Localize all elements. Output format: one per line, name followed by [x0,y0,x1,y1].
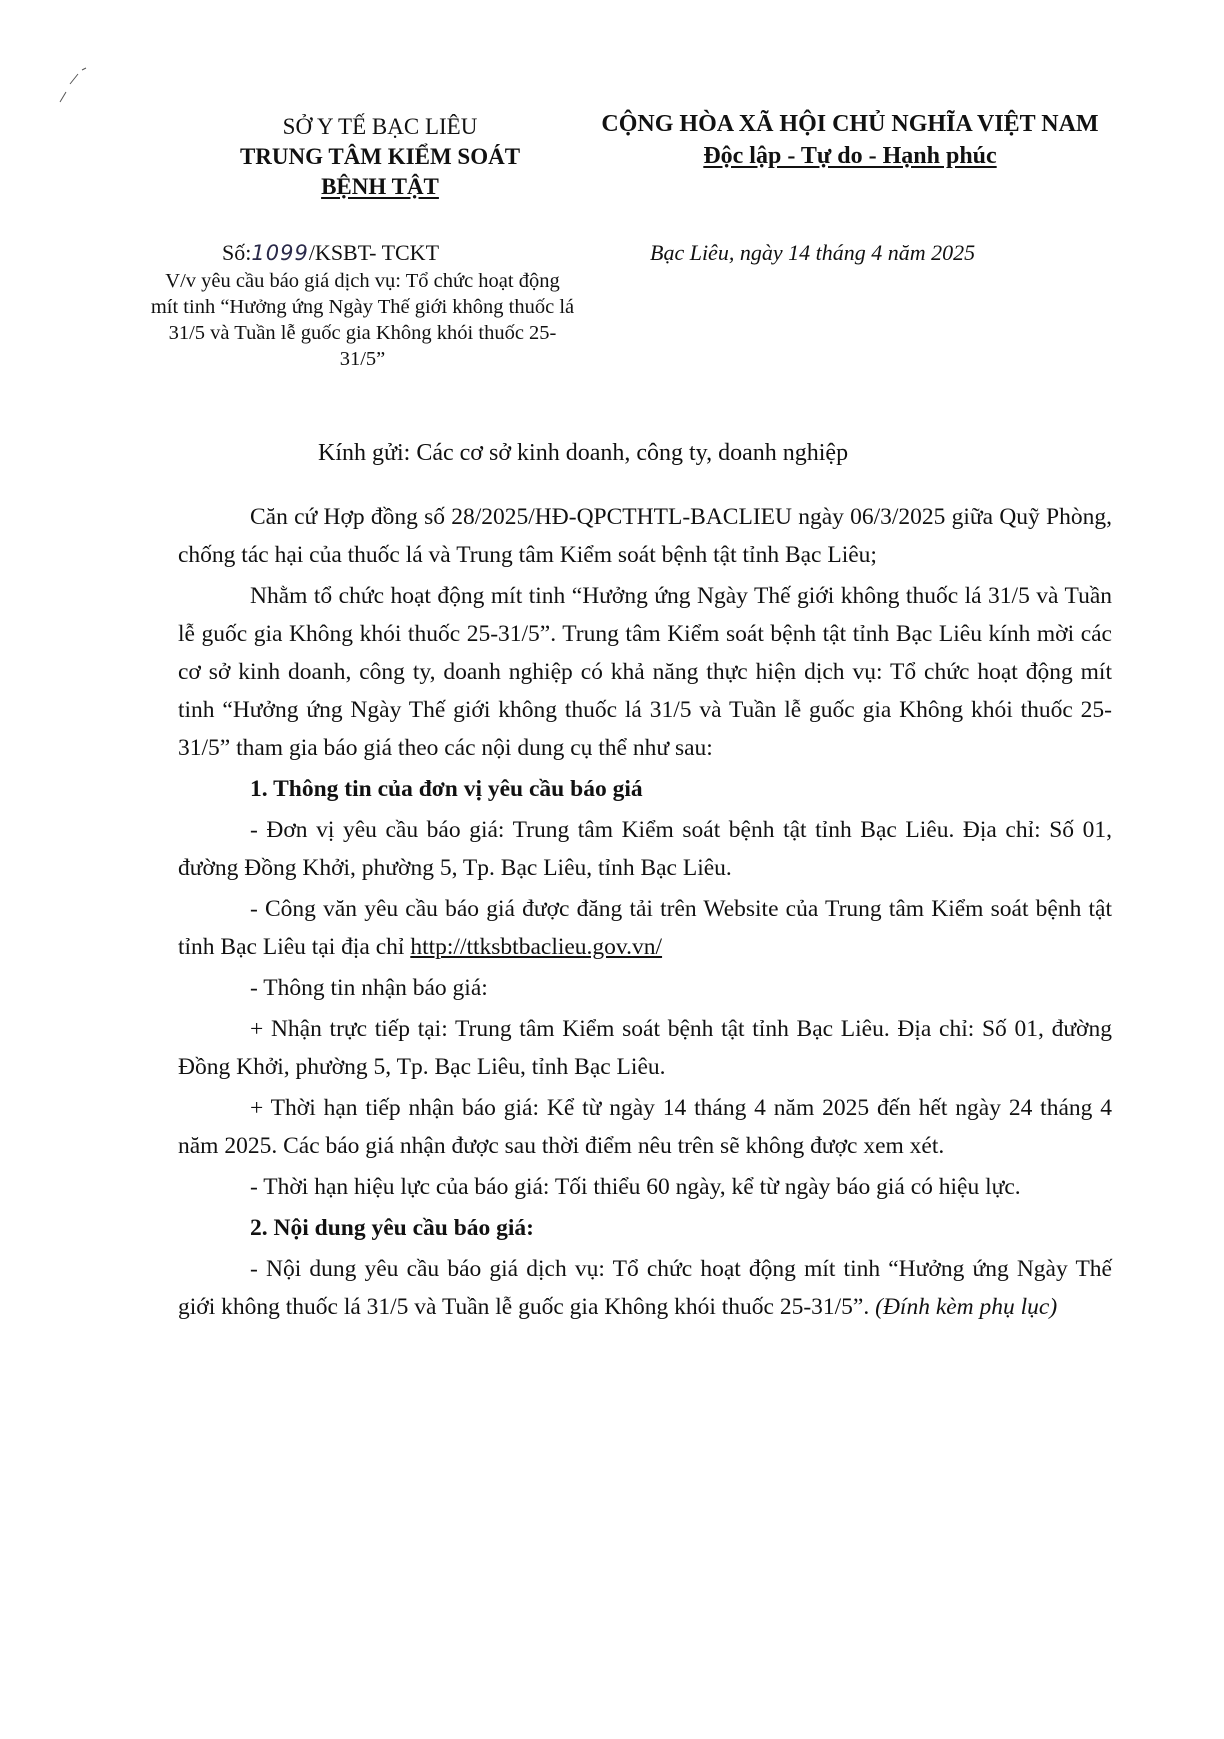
document-number-suffix: /KSBT- TCKT [308,240,440,265]
agency-name-line1: TRUNG TÂM KIỂM SOÁT [239,144,521,169]
place-and-date: Bạc Liêu, ngày 14 tháng 4 năm 2025 [650,240,976,265]
document-number [222,240,439,266]
paragraph-content [178,1250,1112,1326]
document-subject: V/v yêu cầu báo giá dịch vụ: Tổ chức hoạt động mít tinh “Hưởng ứng Ngày Thế giới không thuốc lá 31/5 và Tuần lễ guốc gia Không khói thuốc 25-31/5” [150,270,575,370]
document-number-handwritten: 1099 [251,241,309,265]
paragraph-purpose: Nhằm tổ chức hoạt động mít tinh “Hưởng ứng Ngày Thế giới không thuốc lá 31/5 và Tuần lễ guốc gia Không khói thuốc 25-31/5”. Trung tâm Kiểm soát bệnh tật tỉnh Bạc Liêu kính mời các cơ sở kinh doanh, công ty, doanh nghiệp có khả năng thực hiện dịch vụ: Tổ chức hoạt động mít tinh “Hưởng ứng Ngày Thế giới không thuốc lá 31/5 và Tuần lễ guốc gia Không khói thuốc 25-31/5” tham gia báo giá theo các nội dung cụ thể như sau: [178,583,1112,761]
website-link[interactable]: http://ttksbtbaclieu.gov.vn/ [410,934,663,960]
paragraph-deadline: + Thời hạn tiếp nhận báo giá: Kể từ ngày 14 tháng 4 năm 2025 đến hết ngày 24 tháng 4 năm 2025. Các báo giá nhận được sau thời điểm nêu trên sẽ không được xem xét. [178,1095,1112,1159]
attachment-note: (Đính kèm phụ lục) [875,1294,1058,1320]
section-heading-1: 1. Thông tin của đơn vị yêu cầu báo giá [250,776,643,802]
motto: Độc lập - Tự do - Hạnh phúc [703,143,997,169]
country-name: CỘNG HÒA XÃ HỘI CHỦ NGHĨA VIỆT NAM [601,111,1099,137]
agency-name-line2: BỆNH TẬT [321,174,439,199]
paragraph-validity: - Thời hạn hiệu lực của báo giá: Tối thiểu 60 ngày, kể từ ngày báo giá có hiệu lực. [250,1174,1021,1200]
paragraph-website [178,890,1112,966]
document-number-prefix: Số: [222,240,252,265]
national-motto [570,108,1130,172]
paragraph-direct-receipt: + Nhận trực tiếp tại: Trung tâm Kiểm soát bệnh tật tỉnh Bạc Liêu. Địa chỉ: Số 01, đường Đồng Khởi, phường 5, Tp. Bạc Liêu, tỉnh Bạc Liêu. [178,1016,1112,1080]
paragraph-basis: Căn cứ Hợp đồng số 28/2025/HĐ-QPCTHTL-BACLIEU ngày 06/3/2025 giữa Quỹ Phòng, chống tác hại của thuốc lá và Trung tâm Kiểm soát bệnh tật tỉnh Bạc Liêu; [178,504,1112,568]
section-heading-2: 2. Nội dung yêu cầu báo giá: [250,1215,535,1241]
issuing-agency [150,112,610,202]
paragraph-receiving-info: - Thông tin nhận báo giá: [250,975,488,1001]
recipient: Kính gửi: Các cơ sở kinh doanh, công ty, doanh nghiệp [318,440,849,466]
content-text: - Nội dung yêu cầu báo giá dịch vụ: Tổ chức hoạt động mít tinh “Hưởng ứng Ngày Thế giới không thuốc lá 31/5 và Tuần lễ guốc gia Không khói thuốc 25-31/5”. [178,1256,1112,1320]
paragraph-requesting-unit: - Đơn vị yêu cầu báo giá: Trung tâm Kiểm soát bệnh tật tỉnh Bạc Liêu. Địa chỉ: Số 01, đường Đồng Khởi, phường 5, Tp. Bạc Liêu, tỉnh Bạc Liêu. [178,817,1112,881]
website-text: - Công văn yêu cầu báo giá được đăng tải trên Website của Trung tâm Kiểm soát bệnh tật tỉnh Bạc Liêu tại địa chỉ [178,896,1112,960]
document-body [178,498,1112,1329]
agency-parent: SỞ Y TẾ BẠC LIÊU [282,114,478,139]
scan-mark [56,66,96,106]
